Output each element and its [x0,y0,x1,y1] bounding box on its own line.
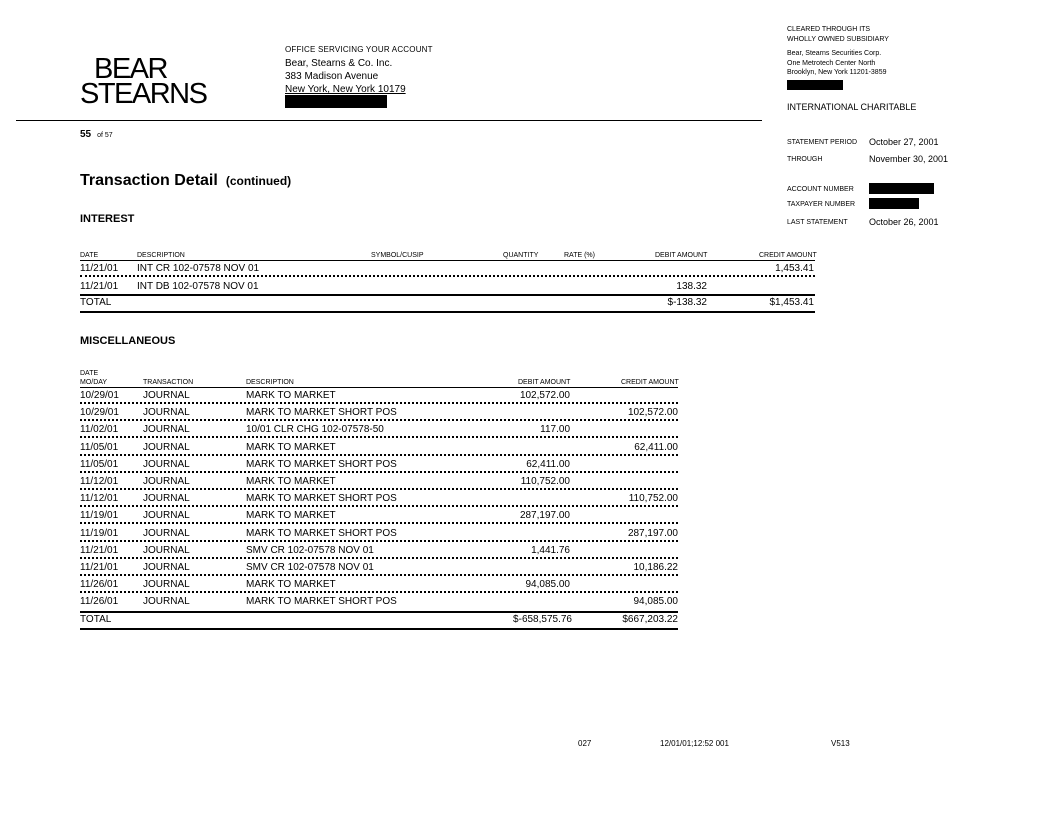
taxpayer-number-label: TAXPAYER NUMBER [787,201,856,208]
misc-debit: 117.00 [540,424,570,436]
misc-description: SMV CR 102-07578 NOV 01 [246,562,374,573]
misc-transaction: JOURNAL [143,441,190,453]
office-name: Bear, Stearns & Co. Inc. [285,58,393,69]
misc-date: 11/05/01 [80,441,119,453]
redacted-office-phone [285,95,387,108]
account-name: INTERNATIONAL CHARITABLE [787,102,917,112]
misc-description: MARK TO MARKET SHORT POS [246,407,397,419]
row-separator [80,540,678,542]
misc-row [80,560,678,576]
misc-total-row [80,612,678,628]
interest-date: 11/21/01 [80,281,119,292]
misc-credit: 94,085.00 [633,596,678,608]
row-separator [80,275,815,277]
misc-row [80,594,678,610]
misc-col-transaction: TRANSACTION [143,379,194,386]
through-value: November 30, 2001 [869,154,949,164]
misc-date: 11/21/01 [80,544,119,556]
misc-transaction: JOURNAL [143,562,190,573]
misc-total-debit: $-658,575.76 [513,614,572,625]
misc-debit: 102,572.00 [519,390,570,401]
interest-debit: 138.32 [676,281,707,292]
misc-transaction: JOURNAL [143,476,190,487]
misc-transaction: JOURNAL [143,527,190,539]
statement-period-value: October 27, 2001 [869,137,939,147]
footer-code-2: V513 [831,739,850,748]
bear-stearns-logo [80,53,207,110]
logo-line-1: BEAR [94,53,167,85]
statement-period-label: STATEMENT PERIOD [787,139,858,146]
row-separator [80,436,678,438]
interest-total-row [80,295,815,311]
misc-debit: 62,411.00 [526,458,570,470]
misc-date: 11/26/01 [80,579,119,591]
last-statement-value: October 26, 2001 [869,217,939,227]
clearing-line-1: CLEARED THROUGH ITS [787,26,871,33]
redacted-taxpayer-number [869,198,919,209]
misc-date: 11/19/01 [80,527,119,539]
misc-debit: 110,752.00 [520,476,570,487]
row-separator [80,419,678,421]
misc-col-date-top: DATE [80,370,99,377]
misc-row [80,440,678,456]
misc-date: 11/05/01 [80,458,119,470]
misc-date: 11/12/01 [80,493,119,505]
misc-row [80,388,678,404]
misc-row [80,577,678,593]
misc-date: 11/21/01 [80,562,119,573]
misc-description: MARK TO MARKET [246,476,336,487]
misc-col-debit: DEBIT AMOUNT [518,379,571,386]
interest-total-label: TOTAL [80,297,112,308]
misc-description: MARK TO MARKET [246,390,336,401]
page-number [80,129,113,140]
misc-total-rule-bottom [80,628,678,630]
interest-col-quantity: QUANTITY [503,252,539,259]
misc-credit: 10,186.22 [633,562,678,573]
misc-transaction: JOURNAL [143,407,190,419]
row-separator [80,591,678,593]
misc-row [80,422,678,438]
interest-row [80,279,815,295]
misc-transaction: JOURNAL [143,458,190,470]
misc-transaction: JOURNAL [143,424,190,436]
clearing-city: Brooklyn, New York 11201-3859 [787,69,887,76]
misc-transaction: JOURNAL [143,579,190,591]
office-city: New York, New York 10179 [285,84,406,95]
interest-total-rule-bottom [80,311,815,313]
header-divider [16,120,762,121]
office-block [285,43,433,112]
misc-description: SMV CR 102-07578 NOV 01 [246,544,374,556]
row-separator [80,505,678,507]
misc-description: MARK TO MARKET SHORT POS [246,527,397,539]
through-label: THROUGH [787,156,823,163]
misc-description: MARK TO MARKET SHORT POS [246,493,397,505]
office-street: 383 Madison Avenue [285,71,379,82]
misc-description: MARK TO MARKET [246,510,336,522]
misc-row [80,474,678,490]
misc-transaction: JOURNAL [143,544,190,556]
interest-description: INT DB 102-07578 NOV 01 [137,281,259,292]
interest-total-credit: $1,453.41 [769,297,814,308]
misc-total-credit: $667,203.22 [622,614,678,625]
misc-debit: 1,441.76 [531,544,570,556]
misc-row [80,543,678,559]
misc-row [80,508,678,524]
interest-description: INT CR 102-07578 NOV 01 [137,263,260,274]
interest-col-debit: DEBIT AMOUNT [655,252,708,259]
interest-row [80,261,815,277]
misc-col-credit: CREDIT AMOUNT [621,379,679,386]
misc-row [80,526,678,542]
misc-debit: 287,197.00 [519,510,570,522]
misc-description: MARK TO MARKET [246,579,336,591]
clearing-street: One Metrotech Center North [787,59,876,67]
misc-transaction: JOURNAL [143,596,190,608]
misc-date: 11/19/01 [80,510,119,522]
row-separator [80,522,678,524]
misc-debit: 94,085.00 [525,579,570,591]
interest-total-debit: $-138.32 [667,297,707,308]
misc-description: 10/01 CLR CHG 102-07578-50 [246,424,384,436]
title-main: Transaction Detail [80,172,218,189]
row-separator [80,454,678,456]
misc-transaction: JOURNAL [143,493,190,505]
misc-date: 11/26/01 [80,596,119,608]
interest-col-date: DATE [80,252,99,259]
misc-date: 10/29/01 [80,407,119,419]
misc-credit: 62,411.00 [634,441,678,453]
misc-description: MARK TO MARKET SHORT POS [246,596,397,608]
clearing-line-2: WHOLLY OWNED SUBSIDIARY [787,35,889,43]
interest-heading: INTEREST [80,213,135,225]
row-separator [80,402,678,404]
misc-total-label: TOTAL [80,614,112,625]
page-current: 55 [80,129,92,140]
office-label: OFFICE SERVICING YOUR ACCOUNT [285,45,433,54]
misc-date: 11/02/01 [80,424,119,436]
misc-description: MARK TO MARKET SHORT POS [246,458,397,470]
misc-date: 11/12/01 [80,476,119,487]
redacted-clearing-id [787,80,843,90]
misc-transaction: JOURNAL [143,390,190,401]
interest-col-rate: RATE (%) [564,252,595,259]
interest-col-credit: CREDIT AMOUNT [759,252,817,259]
misc-transaction: JOURNAL [143,510,190,522]
interest-credit: 1,453.41 [775,263,814,274]
clearing-name: Bear, Stearns Securities Corp. [787,50,882,57]
row-separator [80,488,678,490]
misc-credit: 102,572.00 [627,407,678,419]
title-sub: (continued) [225,174,292,188]
misc-credit: 110,752.00 [628,493,678,505]
account-number-label: ACCOUNT NUMBER [787,186,854,193]
row-separator [80,557,678,559]
misc-description: MARK TO MARKET [246,441,336,453]
interest-col-description: DESCRIPTION [137,252,185,259]
footer-timestamp: 12/01/01;12:52 001 [660,739,729,748]
misc-col-description: DESCRIPTION [246,379,294,386]
misc-heading: MISCELLANEOUS [80,335,176,347]
page-total: of 57 [97,132,113,139]
row-separator [80,471,678,473]
interest-date: 11/21/01 [80,263,119,274]
clearing-block [787,25,889,93]
misc-row [80,405,678,421]
misc-date: 10/29/01 [80,390,119,401]
page-title [80,172,291,190]
misc-credit: 287,197.00 [627,527,678,539]
row-separator [80,574,678,576]
misc-col-date: MO/DAY [80,379,108,386]
misc-row [80,457,678,473]
interest-col-symbol: SYMBOL/CUSIP [371,252,424,259]
redacted-account-number [869,183,934,194]
footer-code-1: 027 [578,739,592,748]
last-statement-label: LAST STATEMENT [787,219,848,226]
misc-row [80,491,678,507]
logo-line-2: STEARNS [80,78,207,110]
